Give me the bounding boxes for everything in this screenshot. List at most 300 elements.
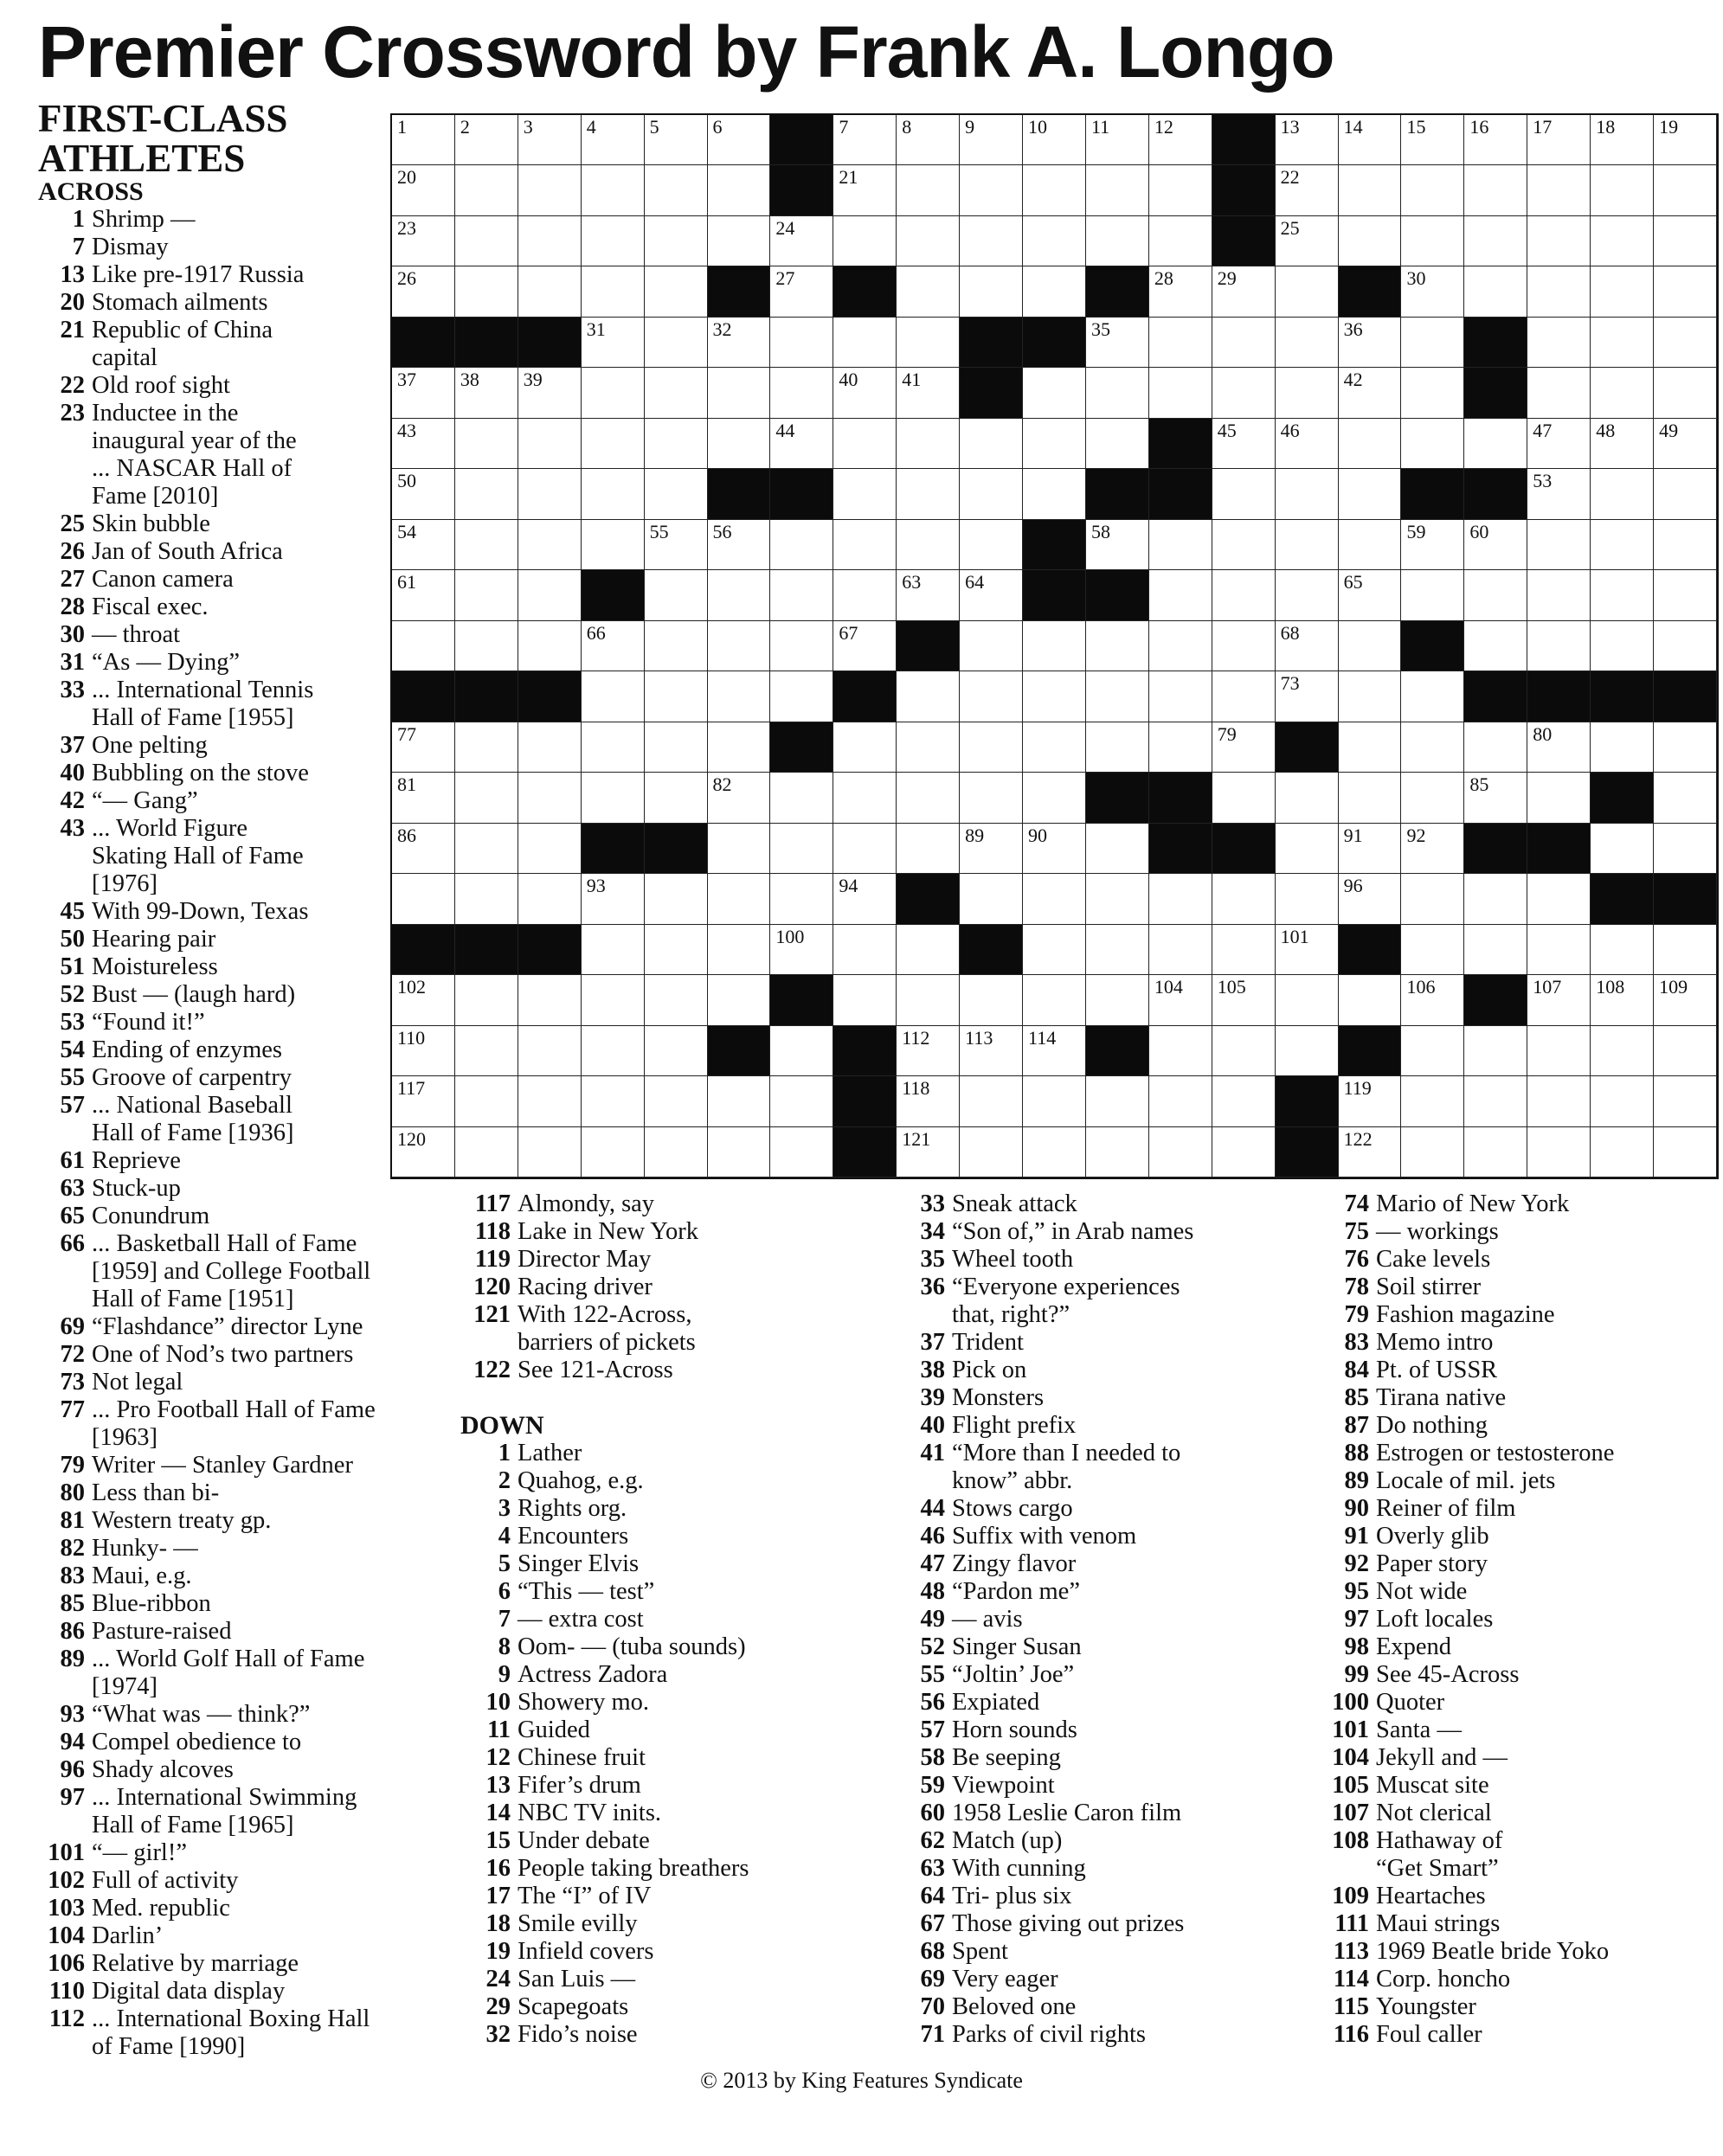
grid-cell[interactable] xyxy=(518,722,582,773)
grid-cell[interactable] xyxy=(833,773,897,823)
grid-cell[interactable] xyxy=(1149,1127,1212,1177)
grid-cell[interactable] xyxy=(1591,824,1654,874)
grid-cell[interactable] xyxy=(518,165,582,215)
grid-cell[interactable] xyxy=(1149,671,1212,722)
grid-cell[interactable] xyxy=(1591,115,1654,165)
grid-cell[interactable] xyxy=(455,1026,518,1076)
grid-cell[interactable] xyxy=(1527,216,1591,266)
grid-cell[interactable] xyxy=(1339,874,1402,924)
grid-cell[interactable] xyxy=(960,165,1023,215)
grid-cell[interactable] xyxy=(1276,266,1339,317)
grid-cell[interactable] xyxy=(392,266,455,317)
grid-cell[interactable] xyxy=(833,469,897,519)
grid-cell[interactable] xyxy=(960,216,1023,266)
grid-cell[interactable] xyxy=(1149,925,1212,975)
grid-cell[interactable] xyxy=(1401,165,1464,215)
grid-cell[interactable] xyxy=(1212,368,1276,418)
grid-cell[interactable] xyxy=(1654,1076,1717,1126)
grid-cell[interactable] xyxy=(645,925,708,975)
grid-cell[interactable] xyxy=(1527,318,1591,368)
grid-cell[interactable] xyxy=(708,520,771,570)
grid-cell[interactable] xyxy=(1212,1127,1276,1177)
grid-cell[interactable] xyxy=(645,520,708,570)
grid-cell[interactable] xyxy=(770,671,833,722)
grid-cell[interactable] xyxy=(1149,975,1212,1025)
grid-cell[interactable] xyxy=(1591,318,1654,368)
grid-cell[interactable] xyxy=(645,115,708,165)
grid-cell[interactable] xyxy=(770,318,833,368)
grid-cell[interactable] xyxy=(1654,469,1717,519)
grid-cell[interactable] xyxy=(1212,722,1276,773)
grid-cell[interactable] xyxy=(1401,216,1464,266)
grid-cell[interactable] xyxy=(1401,368,1464,418)
grid-cell[interactable] xyxy=(392,1127,455,1177)
grid-cell[interactable] xyxy=(960,722,1023,773)
grid-cell[interactable] xyxy=(1339,1076,1402,1126)
grid-cell[interactable] xyxy=(1654,216,1717,266)
grid-cell[interactable] xyxy=(582,874,645,924)
grid-cell[interactable] xyxy=(1591,722,1654,773)
grid-cell[interactable] xyxy=(770,1026,833,1076)
grid-cell[interactable] xyxy=(960,266,1023,317)
grid-cell[interactable] xyxy=(1339,671,1402,722)
grid-cell[interactable] xyxy=(518,1076,582,1126)
grid-cell[interactable] xyxy=(1276,1026,1339,1076)
grid-cell[interactable] xyxy=(392,975,455,1025)
grid-cell[interactable] xyxy=(392,419,455,469)
grid-cell[interactable] xyxy=(1401,1127,1464,1177)
grid-cell[interactable] xyxy=(897,266,960,317)
grid-cell[interactable] xyxy=(1591,1127,1654,1177)
grid-cell[interactable] xyxy=(1339,115,1402,165)
grid-cell[interactable] xyxy=(1339,975,1402,1025)
grid-cell[interactable] xyxy=(897,570,960,620)
grid-cell[interactable] xyxy=(392,368,455,418)
grid-cell[interactable] xyxy=(1464,419,1527,469)
grid-cell[interactable] xyxy=(1591,469,1654,519)
grid-cell[interactable] xyxy=(582,520,645,570)
grid-cell[interactable] xyxy=(897,824,960,874)
grid-cell[interactable] xyxy=(1212,1076,1276,1126)
grid-cell[interactable] xyxy=(1276,318,1339,368)
grid-cell[interactable] xyxy=(1654,318,1717,368)
grid-cell[interactable] xyxy=(833,115,897,165)
grid-cell[interactable] xyxy=(582,216,645,266)
grid-cell[interactable] xyxy=(1464,621,1527,671)
grid-cell[interactable] xyxy=(455,266,518,317)
grid-cell[interactable] xyxy=(1276,975,1339,1025)
grid-cell[interactable] xyxy=(1591,368,1654,418)
grid-cell[interactable] xyxy=(1464,874,1527,924)
grid-cell[interactable] xyxy=(582,671,645,722)
grid-cell[interactable] xyxy=(1149,570,1212,620)
grid-cell[interactable] xyxy=(708,368,771,418)
grid-cell[interactable] xyxy=(1654,419,1717,469)
grid-cell[interactable] xyxy=(1276,570,1339,620)
grid-cell[interactable] xyxy=(582,368,645,418)
grid-cell[interactable] xyxy=(392,115,455,165)
grid-cell[interactable] xyxy=(1527,722,1591,773)
grid-cell[interactable] xyxy=(708,216,771,266)
grid-cell[interactable] xyxy=(1023,874,1086,924)
grid-cell[interactable] xyxy=(1339,621,1402,671)
grid-cell[interactable] xyxy=(770,419,833,469)
grid-cell[interactable] xyxy=(1401,266,1464,317)
grid-cell[interactable] xyxy=(897,773,960,823)
grid-cell[interactable] xyxy=(1276,165,1339,215)
grid-cell[interactable] xyxy=(833,975,897,1025)
grid-cell[interactable] xyxy=(1654,520,1717,570)
grid-cell[interactable] xyxy=(645,1076,708,1126)
grid-cell[interactable] xyxy=(455,874,518,924)
grid-cell[interactable] xyxy=(518,824,582,874)
grid-cell[interactable] xyxy=(1023,216,1086,266)
grid-cell[interactable] xyxy=(392,824,455,874)
grid-cell[interactable] xyxy=(1339,216,1402,266)
grid-cell[interactable] xyxy=(1212,874,1276,924)
grid-cell[interactable] xyxy=(1527,773,1591,823)
grid-cell[interactable] xyxy=(1339,368,1402,418)
grid-cell[interactable] xyxy=(1591,570,1654,620)
grid-cell[interactable] xyxy=(582,975,645,1025)
grid-cell[interactable] xyxy=(770,824,833,874)
grid-cell[interactable] xyxy=(1276,419,1339,469)
grid-cell[interactable] xyxy=(1212,773,1276,823)
grid-cell[interactable] xyxy=(645,621,708,671)
grid-cell[interactable] xyxy=(1276,520,1339,570)
grid-cell[interactable] xyxy=(1591,1026,1654,1076)
grid-cell[interactable] xyxy=(960,469,1023,519)
grid-cell[interactable] xyxy=(1591,621,1654,671)
grid-cell[interactable] xyxy=(897,318,960,368)
grid-cell[interactable] xyxy=(708,925,771,975)
grid-cell[interactable] xyxy=(645,419,708,469)
grid-cell[interactable] xyxy=(455,570,518,620)
grid-cell[interactable] xyxy=(897,1026,960,1076)
grid-cell[interactable] xyxy=(582,165,645,215)
grid-cell[interactable] xyxy=(1401,115,1464,165)
grid-cell[interactable] xyxy=(645,671,708,722)
grid-cell[interactable] xyxy=(645,1026,708,1076)
grid-cell[interactable] xyxy=(960,671,1023,722)
grid-cell[interactable] xyxy=(1464,266,1527,317)
grid-cell[interactable] xyxy=(455,368,518,418)
grid-cell[interactable] xyxy=(708,824,771,874)
grid-cell[interactable] xyxy=(1527,520,1591,570)
grid-cell[interactable] xyxy=(1086,419,1149,469)
grid-cell[interactable] xyxy=(833,165,897,215)
grid-cell[interactable] xyxy=(708,570,771,620)
grid-cell[interactable] xyxy=(897,1076,960,1126)
grid-cell[interactable] xyxy=(1464,520,1527,570)
grid-cell[interactable] xyxy=(1086,1076,1149,1126)
grid-cell[interactable] xyxy=(518,520,582,570)
grid-cell[interactable] xyxy=(1023,419,1086,469)
grid-cell[interactable] xyxy=(1464,722,1527,773)
grid-cell[interactable] xyxy=(897,722,960,773)
grid-cell[interactable] xyxy=(645,874,708,924)
grid-cell[interactable] xyxy=(770,216,833,266)
grid-cell[interactable] xyxy=(960,419,1023,469)
grid-cell[interactable] xyxy=(708,1076,771,1126)
grid-cell[interactable] xyxy=(455,216,518,266)
grid-cell[interactable] xyxy=(1276,216,1339,266)
grid-cell[interactable] xyxy=(1276,925,1339,975)
grid-cell[interactable] xyxy=(1591,266,1654,317)
grid-cell[interactable] xyxy=(1339,773,1402,823)
grid-cell[interactable] xyxy=(645,722,708,773)
grid-cell[interactable] xyxy=(455,773,518,823)
grid-cell[interactable] xyxy=(582,419,645,469)
grid-cell[interactable] xyxy=(518,216,582,266)
grid-cell[interactable] xyxy=(1654,1127,1717,1177)
grid-cell[interactable] xyxy=(645,266,708,317)
grid-cell[interactable] xyxy=(1401,722,1464,773)
grid-cell[interactable] xyxy=(770,1076,833,1126)
grid-cell[interactable] xyxy=(1591,520,1654,570)
grid-cell[interactable] xyxy=(1149,1076,1212,1126)
grid-cell[interactable] xyxy=(833,722,897,773)
grid-cell[interactable] xyxy=(645,216,708,266)
grid-cell[interactable] xyxy=(392,621,455,671)
grid-cell[interactable] xyxy=(897,1127,960,1177)
grid-cell[interactable] xyxy=(1527,1076,1591,1126)
grid-cell[interactable] xyxy=(1591,925,1654,975)
grid-cell[interactable] xyxy=(1401,874,1464,924)
grid-cell[interactable] xyxy=(1401,570,1464,620)
grid-cell[interactable] xyxy=(1464,1127,1527,1177)
grid-cell[interactable] xyxy=(645,165,708,215)
grid-cell[interactable] xyxy=(833,368,897,418)
grid-cell[interactable] xyxy=(518,115,582,165)
grid-cell[interactable] xyxy=(833,925,897,975)
grid-cell[interactable] xyxy=(1654,925,1717,975)
grid-cell[interactable] xyxy=(1339,570,1402,620)
grid-cell[interactable] xyxy=(455,1076,518,1126)
grid-cell[interactable] xyxy=(1276,469,1339,519)
grid-cell[interactable] xyxy=(582,469,645,519)
grid-cell[interactable] xyxy=(708,419,771,469)
grid-cell[interactable] xyxy=(897,469,960,519)
grid-cell[interactable] xyxy=(518,368,582,418)
grid-cell[interactable] xyxy=(1086,368,1149,418)
grid-cell[interactable] xyxy=(770,368,833,418)
grid-cell[interactable] xyxy=(1276,368,1339,418)
grid-cell[interactable] xyxy=(1149,216,1212,266)
grid-cell[interactable] xyxy=(1654,368,1717,418)
grid-cell[interactable] xyxy=(1212,266,1276,317)
grid-cell[interactable] xyxy=(1276,773,1339,823)
grid-cell[interactable] xyxy=(897,115,960,165)
grid-cell[interactable] xyxy=(1401,419,1464,469)
grid-cell[interactable] xyxy=(1527,266,1591,317)
grid-cell[interactable] xyxy=(1339,520,1402,570)
grid-cell[interactable] xyxy=(897,520,960,570)
grid-cell[interactable] xyxy=(708,165,771,215)
grid-cell[interactable] xyxy=(1527,469,1591,519)
grid-cell[interactable] xyxy=(455,824,518,874)
grid-cell[interactable] xyxy=(455,975,518,1025)
grid-cell[interactable] xyxy=(1527,1026,1591,1076)
grid-cell[interactable] xyxy=(582,266,645,317)
grid-cell[interactable] xyxy=(1086,520,1149,570)
grid-cell[interactable] xyxy=(1149,722,1212,773)
grid-cell[interactable] xyxy=(770,874,833,924)
grid-cell[interactable] xyxy=(1086,722,1149,773)
grid-cell[interactable] xyxy=(960,1026,1023,1076)
grid-cell[interactable] xyxy=(1401,671,1464,722)
grid-cell[interactable] xyxy=(1339,318,1402,368)
grid-cell[interactable] xyxy=(1591,419,1654,469)
grid-cell[interactable] xyxy=(582,925,645,975)
grid-cell[interactable] xyxy=(1149,874,1212,924)
grid-cell[interactable] xyxy=(833,621,897,671)
grid-cell[interactable] xyxy=(1654,621,1717,671)
grid-cell[interactable] xyxy=(1401,520,1464,570)
grid-cell[interactable] xyxy=(392,722,455,773)
grid-cell[interactable] xyxy=(1023,925,1086,975)
grid-cell[interactable] xyxy=(770,570,833,620)
grid-cell[interactable] xyxy=(833,318,897,368)
grid-cell[interactable] xyxy=(770,1127,833,1177)
grid-cell[interactable] xyxy=(960,115,1023,165)
grid-cell[interactable] xyxy=(1527,621,1591,671)
grid-cell[interactable] xyxy=(392,520,455,570)
grid-cell[interactable] xyxy=(960,874,1023,924)
grid-cell[interactable] xyxy=(1023,1076,1086,1126)
grid-cell[interactable] xyxy=(1212,925,1276,975)
grid-cell[interactable] xyxy=(1276,874,1339,924)
grid-cell[interactable] xyxy=(770,773,833,823)
grid-cell[interactable] xyxy=(708,671,771,722)
grid-cell[interactable] xyxy=(1276,621,1339,671)
grid-cell[interactable] xyxy=(582,1127,645,1177)
grid-cell[interactable] xyxy=(455,469,518,519)
grid-cell[interactable] xyxy=(1212,520,1276,570)
grid-cell[interactable] xyxy=(1527,570,1591,620)
grid-cell[interactable] xyxy=(708,621,771,671)
grid-cell[interactable] xyxy=(455,1127,518,1177)
grid-cell[interactable] xyxy=(1591,216,1654,266)
grid-cell[interactable] xyxy=(1023,1127,1086,1177)
grid-cell[interactable] xyxy=(455,621,518,671)
grid-cell[interactable] xyxy=(1086,925,1149,975)
grid-cell[interactable] xyxy=(455,115,518,165)
grid-cell[interactable] xyxy=(1149,621,1212,671)
grid-cell[interactable] xyxy=(1086,671,1149,722)
grid-cell[interactable] xyxy=(392,874,455,924)
grid-cell[interactable] xyxy=(1086,165,1149,215)
grid-cell[interactable] xyxy=(1464,216,1527,266)
grid-cell[interactable] xyxy=(708,318,771,368)
grid-cell[interactable] xyxy=(897,419,960,469)
grid-cell[interactable] xyxy=(582,722,645,773)
grid-cell[interactable] xyxy=(1527,368,1591,418)
grid-cell[interactable] xyxy=(1149,520,1212,570)
grid-cell[interactable] xyxy=(1527,165,1591,215)
grid-cell[interactable] xyxy=(1023,1026,1086,1076)
grid-cell[interactable] xyxy=(833,874,897,924)
grid-cell[interactable] xyxy=(1401,773,1464,823)
grid-cell[interactable] xyxy=(1527,1127,1591,1177)
grid-cell[interactable] xyxy=(1464,1026,1527,1076)
grid-cell[interactable] xyxy=(518,266,582,317)
grid-cell[interactable] xyxy=(833,824,897,874)
grid-cell[interactable] xyxy=(960,975,1023,1025)
grid-cell[interactable] xyxy=(960,570,1023,620)
grid-cell[interactable] xyxy=(1654,115,1717,165)
grid-cell[interactable] xyxy=(1276,824,1339,874)
grid-cell[interactable] xyxy=(645,1127,708,1177)
grid-cell[interactable] xyxy=(960,520,1023,570)
grid-cell[interactable] xyxy=(1149,165,1212,215)
grid-cell[interactable] xyxy=(1464,570,1527,620)
grid-cell[interactable] xyxy=(960,773,1023,823)
grid-cell[interactable] xyxy=(1654,824,1717,874)
grid-cell[interactable] xyxy=(1339,419,1402,469)
grid-cell[interactable] xyxy=(1086,318,1149,368)
grid-cell[interactable] xyxy=(708,874,771,924)
grid-cell[interactable] xyxy=(1212,419,1276,469)
grid-cell[interactable] xyxy=(1464,773,1527,823)
grid-cell[interactable] xyxy=(833,520,897,570)
grid-cell[interactable] xyxy=(645,318,708,368)
grid-cell[interactable] xyxy=(960,1127,1023,1177)
grid-cell[interactable] xyxy=(1212,570,1276,620)
grid-cell[interactable] xyxy=(1527,925,1591,975)
grid-cell[interactable] xyxy=(1212,621,1276,671)
grid-cell[interactable] xyxy=(1023,368,1086,418)
grid-cell[interactable] xyxy=(960,621,1023,671)
grid-cell[interactable] xyxy=(1086,1127,1149,1177)
grid-cell[interactable] xyxy=(1527,975,1591,1025)
grid-cell[interactable] xyxy=(770,621,833,671)
grid-cell[interactable] xyxy=(1401,975,1464,1025)
grid-cell[interactable] xyxy=(455,722,518,773)
grid-cell[interactable] xyxy=(770,925,833,975)
grid-cell[interactable] xyxy=(833,216,897,266)
grid-cell[interactable] xyxy=(582,115,645,165)
grid-cell[interactable] xyxy=(1401,1026,1464,1076)
grid-cell[interactable] xyxy=(1527,419,1591,469)
grid-cell[interactable] xyxy=(897,165,960,215)
grid-cell[interactable] xyxy=(582,1076,645,1126)
grid-cell[interactable] xyxy=(1086,621,1149,671)
grid-cell[interactable] xyxy=(1086,115,1149,165)
grid-cell[interactable] xyxy=(1591,165,1654,215)
grid-cell[interactable] xyxy=(582,621,645,671)
grid-cell[interactable] xyxy=(518,570,582,620)
grid-cell[interactable] xyxy=(1086,824,1149,874)
grid-cell[interactable] xyxy=(1654,165,1717,215)
grid-cell[interactable] xyxy=(645,570,708,620)
grid-cell[interactable] xyxy=(960,824,1023,874)
grid-cell[interactable] xyxy=(392,773,455,823)
grid-cell[interactable] xyxy=(518,1127,582,1177)
grid-cell[interactable] xyxy=(1591,1076,1654,1126)
grid-cell[interactable] xyxy=(897,368,960,418)
grid-cell[interactable] xyxy=(645,469,708,519)
grid-cell[interactable] xyxy=(833,419,897,469)
grid-cell[interactable] xyxy=(1212,975,1276,1025)
grid-cell[interactable] xyxy=(1401,824,1464,874)
grid-cell[interactable] xyxy=(455,165,518,215)
grid-cell[interactable] xyxy=(392,1026,455,1076)
grid-cell[interactable] xyxy=(1212,671,1276,722)
grid-cell[interactable] xyxy=(1339,722,1402,773)
grid-cell[interactable] xyxy=(1149,318,1212,368)
grid-cell[interactable] xyxy=(518,975,582,1025)
